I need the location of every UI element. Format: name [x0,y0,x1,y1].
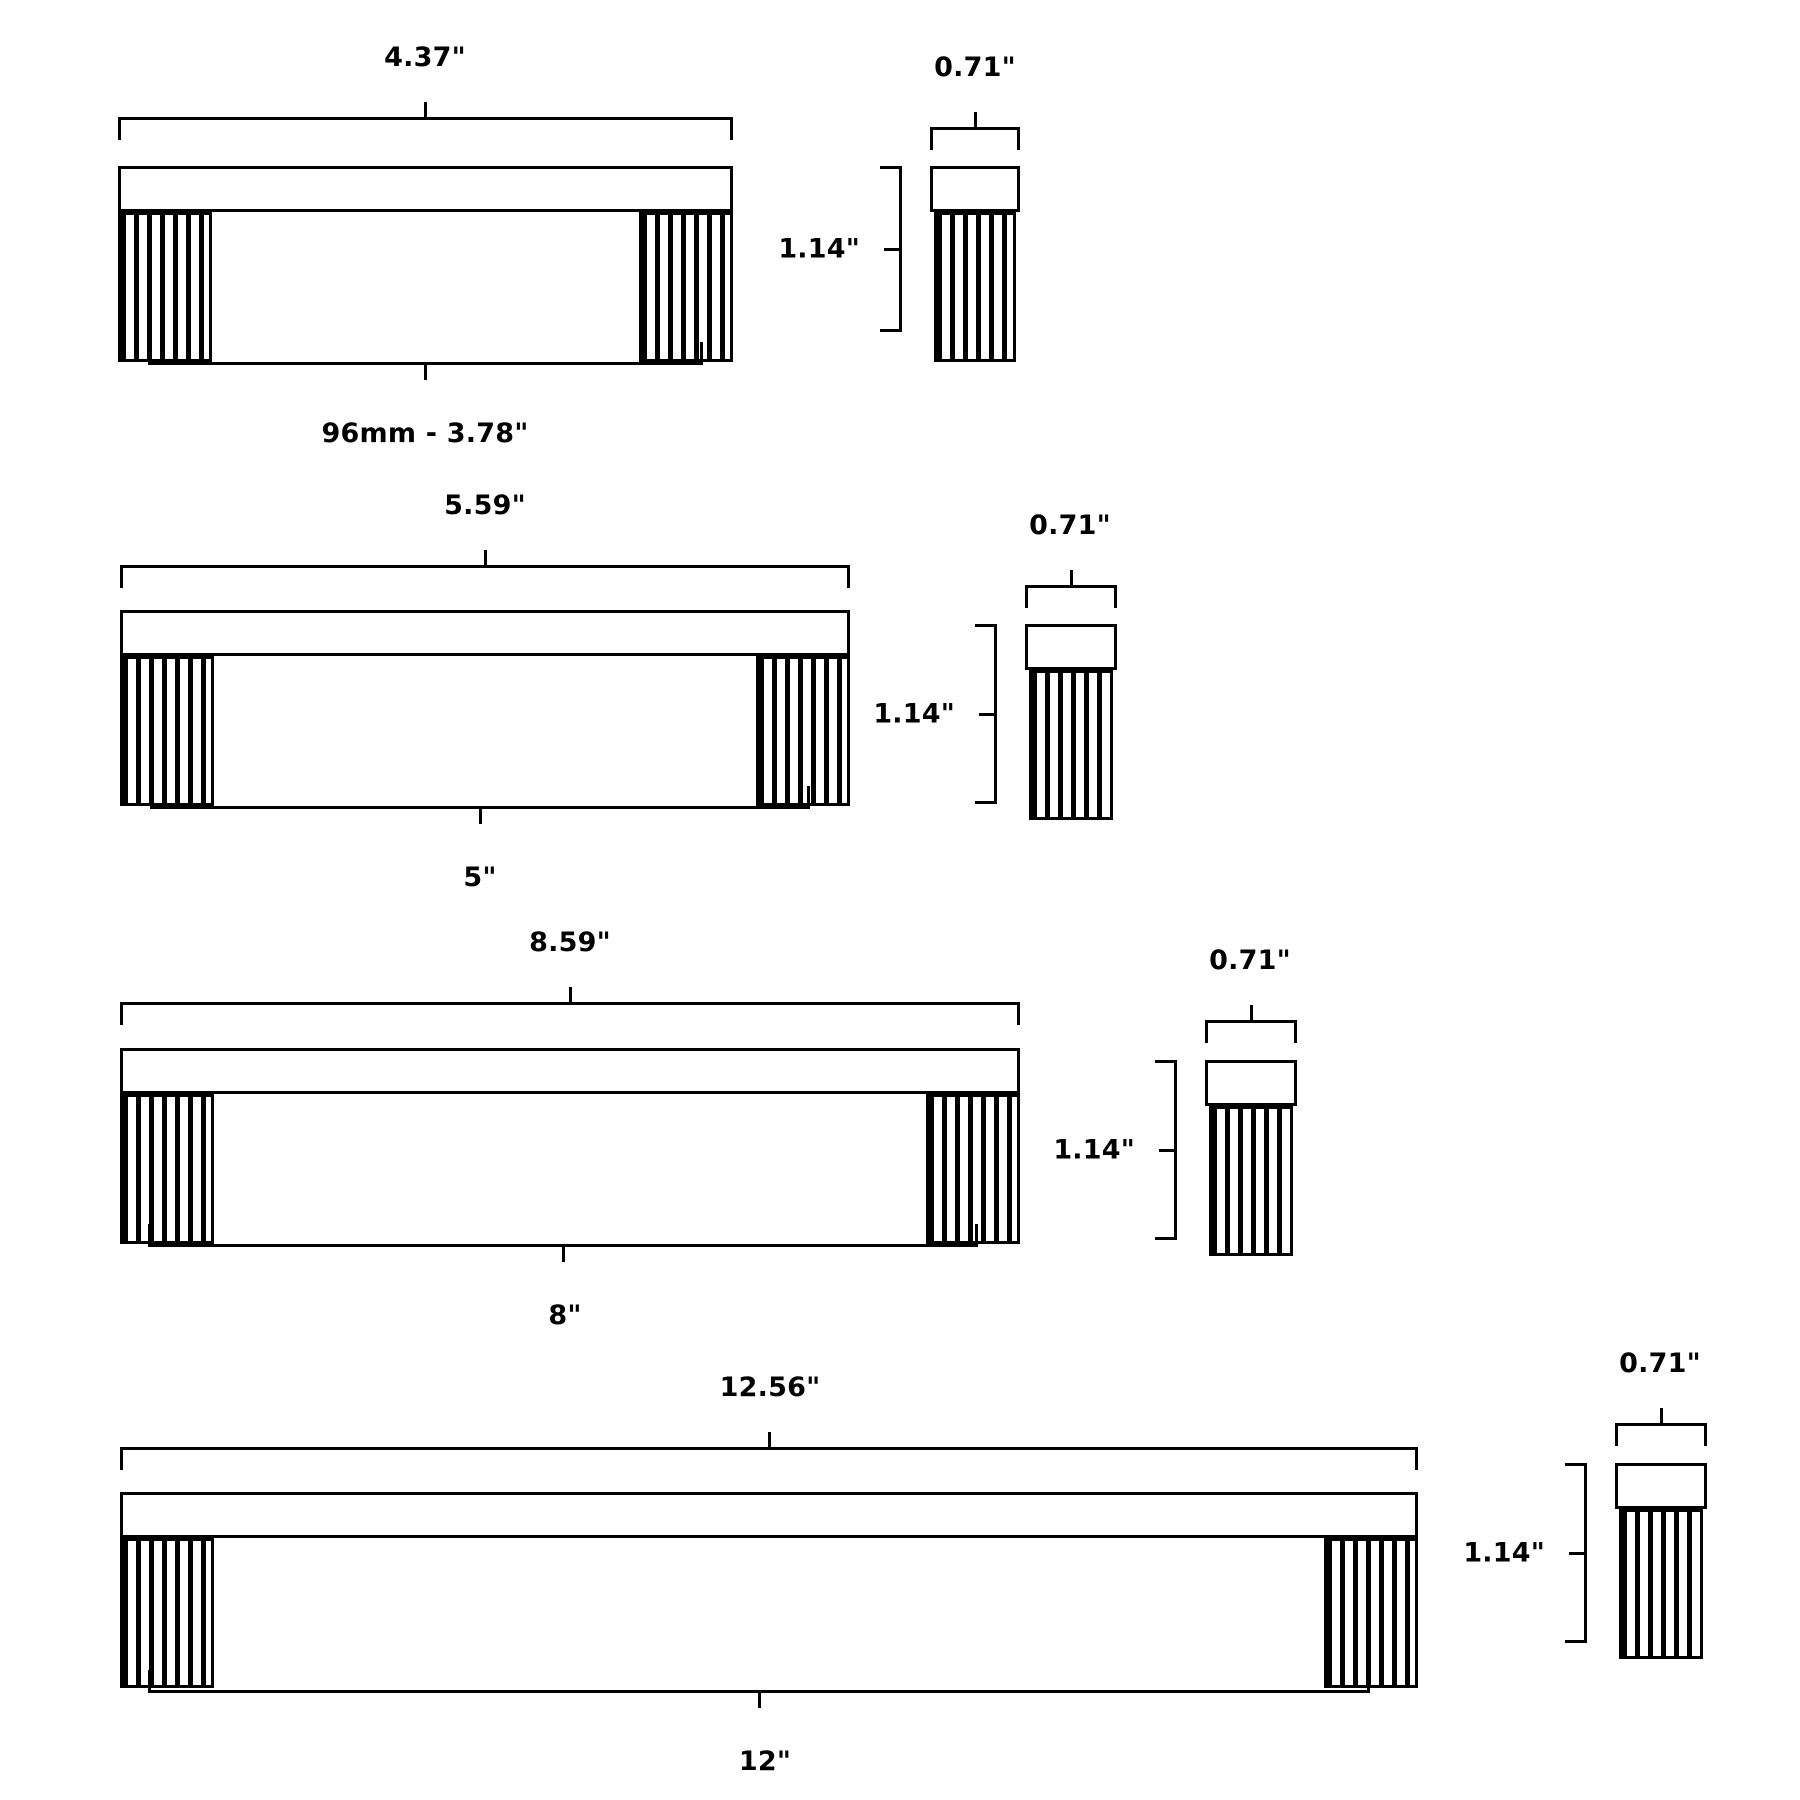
variant-2-width-label: 0.71" [1029,510,1111,541]
handle-cap [1205,1060,1297,1106]
variant-2-overall-length-label: 5.59" [444,490,526,521]
variant-4-group [0,1320,1800,1790]
handle-fluted-body [1209,1106,1293,1256]
variant-3-front-view [120,1048,1020,1244]
variant-1-overall-length-label: 4.37" [384,42,466,73]
handle-fluted-body [1029,670,1113,820]
variant-1-width-label: 0.71" [934,52,1016,83]
variant-3-group [0,880,1800,1340]
variant-2-height-label: 1.14" [873,698,955,730]
variant-2-front-view [120,610,850,806]
variant-3-center-to-center-label: 8" [548,1300,582,1331]
variant-4-center-to-center-label: 12" [738,1746,792,1777]
variant-1-height-label: 1.14" [778,233,860,265]
handle-leg-right [926,1094,1020,1244]
handle-cap [1025,624,1117,670]
variant-2-center-to-center-label: 5" [463,862,497,893]
variant-1-center-to-center-label: 96mm - 3.78" [321,418,529,449]
variant-1-group [0,0,1800,460]
handle-leg-right [639,212,733,362]
handle-leg-right [1324,1538,1418,1688]
variant-4-height-label: 1.14" [1463,1537,1545,1569]
handle-leg-left [120,1538,214,1688]
variant-1-height-bracket [880,166,902,332]
variant-3-overall-length-label: 8.59" [529,927,611,958]
variant-2-group [0,440,1800,900]
variant-4-end-view [1615,1463,1707,1659]
variant-4-width-label: 0.71" [1619,1348,1701,1379]
variant-1-end-view [930,166,1020,362]
handle-fluted-body [1619,1509,1703,1659]
variant-3-height-label: 1.14" [1053,1134,1135,1166]
variant-1-overall-length-bracket [118,98,733,120]
variant-4-height-bracket [1565,1463,1587,1643]
handle-leg-right [756,656,850,806]
handle-leg-left [120,1094,214,1244]
variant-2-overall-length-bracket [120,546,850,568]
variant-3-end-view [1205,1060,1297,1256]
variant-3-height-bracket [1155,1060,1177,1240]
variant-2-end-view [1025,624,1117,820]
variant-4-center-to-center-bracket [148,1690,1370,1712]
handle-leg-left [120,656,214,806]
handle-bar [120,1048,1020,1094]
handle-leg-left [118,212,212,362]
variant-1-width-bracket [930,108,1020,130]
handle-bar [120,610,850,656]
handle-cap [930,166,1020,212]
variant-4-front-view [120,1492,1418,1688]
variant-2-height-bracket [975,624,997,804]
handle-cap [1615,1463,1707,1509]
variant-1-front-view [118,166,733,362]
variant-3-width-bracket [1205,1001,1297,1023]
variant-4-width-bracket [1615,1404,1707,1426]
handle-fluted-body [934,212,1016,362]
variant-4-overall-length-bracket [120,1428,1418,1450]
variant-2-center-to-center-bracket [150,806,810,828]
handle-bar [118,166,733,212]
variant-1-center-to-center-bracket [148,362,703,384]
variant-3-overall-length-bracket [120,983,1020,1005]
variant-3-center-to-center-bracket [148,1244,978,1266]
variant-2-width-bracket [1025,566,1117,588]
variant-3-width-label: 0.71" [1209,945,1291,976]
variant-4-overall-length-label: 12.56" [719,1372,821,1403]
handle-bar [120,1492,1418,1538]
